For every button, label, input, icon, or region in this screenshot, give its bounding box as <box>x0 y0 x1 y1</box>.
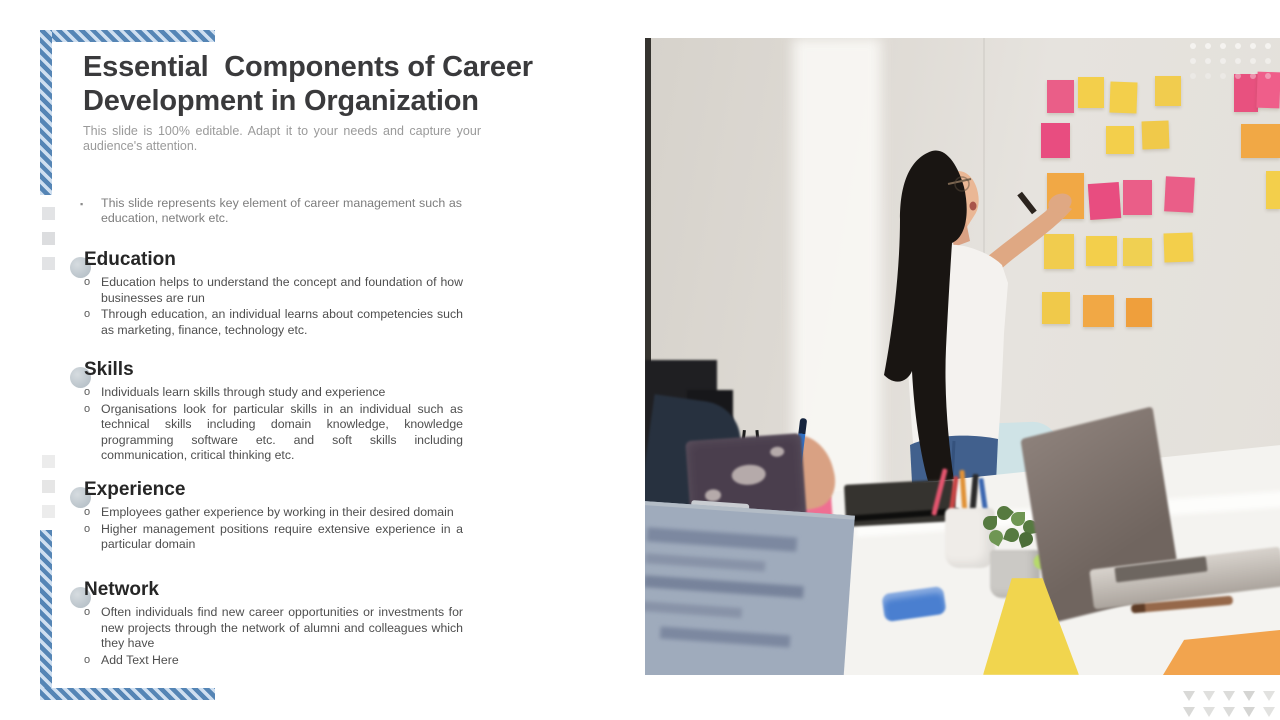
dot-icon <box>1250 43 1256 49</box>
edge-square <box>42 505 55 518</box>
dot-icon <box>1220 73 1226 79</box>
bullet-text: Add Text Here <box>101 652 179 667</box>
triangle-icon <box>1203 691 1215 701</box>
dot-icon <box>1250 58 1256 64</box>
dot-icon <box>1235 58 1241 64</box>
section-heading <box>84 578 476 602</box>
bullet-text: Higher management positions require extensive experience in a particular domain <box>101 521 463 552</box>
section-heading-text: Skills <box>84 359 134 380</box>
dot-icon <box>1220 58 1226 64</box>
edge-square <box>42 480 55 493</box>
triangle-icon <box>1263 707 1275 717</box>
bullet-marker: o <box>84 386 91 398</box>
triangle-icon <box>1243 691 1255 701</box>
intro-bullet-text: This slide represents key element of career management such as education, network etc. <box>101 196 462 225</box>
slide-photo <box>645 38 1280 675</box>
list-item <box>84 275 476 306</box>
list-item <box>84 522 476 553</box>
list-item <box>84 385 476 401</box>
slide-title-line2: Development in Organization <box>83 85 479 117</box>
edge-square <box>42 257 55 270</box>
bullet-text: Organisations look for particular skills in an individual such as technical skills including domain knowledge, knowledge programming software etc. and soft skills including communication, critical thinking etc. <box>101 401 463 463</box>
dot-icon <box>1205 73 1211 79</box>
dot-icon <box>1205 58 1211 64</box>
triangle-icon <box>1183 707 1195 717</box>
dot-icon <box>1265 73 1271 79</box>
section-heading <box>84 248 476 272</box>
section-skills <box>84 358 476 465</box>
dot-icon <box>1220 43 1226 49</box>
dot-icon <box>1190 58 1196 64</box>
section-education <box>84 248 476 339</box>
bullet-marker: o <box>84 506 91 518</box>
list-item <box>84 505 476 521</box>
dot-icon <box>1235 73 1241 79</box>
list-item <box>84 402 476 464</box>
bullet-text: Often individuals find new career opportunities or investments for new projects through the network of alumni and colleagues which they have <box>101 605 463 651</box>
dot-icon <box>1205 43 1211 49</box>
section-heading-text: Experience <box>84 479 186 500</box>
triangle-icon <box>1183 691 1195 701</box>
triangle-icon <box>1223 691 1235 701</box>
stripe-bracket-bottom-vertical <box>40 530 52 688</box>
bullet-text: Individuals learn skills through study and experience <box>101 385 386 399</box>
list-item <box>84 605 476 652</box>
stripe-bracket-top-vertical <box>40 30 52 195</box>
bullet-marker: o <box>84 276 91 288</box>
slide-title-line1: Essential Components of Career <box>83 51 533 83</box>
section-heading-text: Network <box>84 579 159 600</box>
edge-square <box>42 232 55 245</box>
bullet-marker: o <box>84 308 91 321</box>
dot-icon <box>1235 43 1241 49</box>
dot-grid-decoration <box>645 38 1280 675</box>
bullet-text: Education helps to understand the concept and foundation of how businesses are run <box>101 275 463 305</box>
list-item <box>84 307 476 338</box>
section-network <box>84 578 476 669</box>
intro-bullet-row <box>80 196 462 226</box>
triangle-icon <box>1223 707 1235 717</box>
bullet-marker: o <box>84 402 91 415</box>
dot-icon <box>1265 58 1271 64</box>
bullet-marker: o <box>84 653 91 666</box>
bullet-marker: o <box>84 606 91 618</box>
triangle-icon <box>1203 707 1215 717</box>
section-heading <box>84 358 476 382</box>
section-heading-text: Education <box>84 249 176 270</box>
intro-bullet-marker: ▪ <box>80 199 84 209</box>
edge-square <box>42 207 55 220</box>
bullet-text: Employees gather experience by working in their desired domain <box>101 505 454 519</box>
section-experience <box>84 478 476 554</box>
bullet-marker: o <box>84 522 91 535</box>
triangle-icon <box>1263 691 1275 701</box>
title-block <box>83 50 603 154</box>
dot-icon <box>1190 43 1196 49</box>
edge-square <box>42 455 55 468</box>
bullet-text: Through education, an individual learns about competencies such as marketing, finance, technology etc. <box>101 307 463 337</box>
slide-subtitle: This slide is 100% editable. Adapt it to your needs and capture your audience's attention. <box>83 124 481 153</box>
stripe-bracket-top-horizontal <box>40 30 215 42</box>
dot-icon <box>1250 73 1256 79</box>
stripe-bracket-bottom-horizontal <box>40 688 215 700</box>
list-item <box>84 653 476 669</box>
triangle-icon <box>1243 707 1255 717</box>
dot-icon <box>1190 73 1196 79</box>
dot-icon <box>1265 43 1271 49</box>
section-heading <box>84 478 476 502</box>
